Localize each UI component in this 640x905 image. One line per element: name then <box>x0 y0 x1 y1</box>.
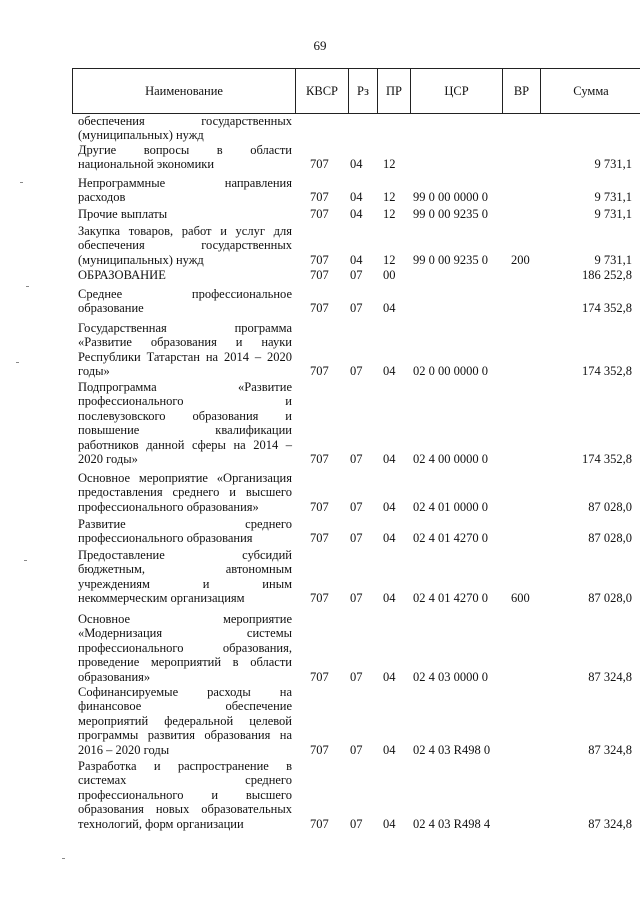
row-name-line: годы» <box>78 364 110 379</box>
rz-cell: 07 <box>350 301 363 316</box>
pr-cell: 12 <box>383 252 396 267</box>
row-name <box>78 517 292 546</box>
row-name-line: технологий, форм организации <box>78 816 244 831</box>
sum-cell: 9 731,1 <box>594 190 632 205</box>
csr-cell: 99 0 00 0000 0 <box>413 190 488 205</box>
sum-cell: 9 731,1 <box>594 157 632 172</box>
rz-cell: 07 <box>350 816 363 831</box>
row-name <box>78 380 292 466</box>
margin-mark <box>20 182 23 183</box>
row-name <box>78 321 292 379</box>
sum-cell: 87 324,8 <box>588 816 632 831</box>
header-pr: ПР <box>378 69 411 113</box>
row-name <box>78 471 292 514</box>
row-name <box>78 612 292 684</box>
row-name-line: национальной экономики <box>78 157 215 172</box>
pr-cell: 04 <box>383 364 396 379</box>
row-name <box>78 268 292 282</box>
sum-cell: 87 028,0 <box>588 531 632 546</box>
row-name <box>78 114 292 143</box>
csr-cell: 02 4 03 R498 0 <box>413 742 491 757</box>
sum-cell: 186 252,8 <box>582 268 632 282</box>
row-name-line: программы развития образования на <box>78 728 292 743</box>
kvsr-cell: 707 <box>310 591 329 606</box>
row-name-line: работников данной сферы на 2014 – <box>78 437 292 452</box>
margin-mark <box>62 858 65 859</box>
kvsr-cell: 707 <box>310 452 329 466</box>
header-name: Наименование <box>73 69 296 113</box>
pr-cell: 04 <box>383 669 396 684</box>
kvsr-cell: 707 <box>310 157 329 172</box>
csr-cell: 02 4 01 4270 0 <box>413 531 488 546</box>
csr-cell: 02 4 03 0000 0 <box>413 669 488 684</box>
row-name <box>78 224 292 267</box>
row-name-line: профессионального и <box>78 394 292 409</box>
sum-cell: 87 028,0 <box>588 499 632 514</box>
row-name-line: повышение квалификации <box>78 423 292 438</box>
row-name-line: Основное мероприятие <box>78 612 292 626</box>
pr-cell: 04 <box>383 742 396 757</box>
sum-cell: 174 352,8 <box>582 364 632 379</box>
csr-cell: 02 4 01 0000 0 <box>413 499 488 514</box>
rz-cell: 04 <box>350 157 363 172</box>
row-name-line: «Модернизация системы <box>78 626 292 641</box>
row-name-line: 2016 – 2020 годы <box>78 742 170 757</box>
header-vr: ВР <box>503 69 541 113</box>
pr-cell: 04 <box>383 531 396 546</box>
sum-cell: 87 028,0 <box>588 591 632 606</box>
sum-cell: 174 352,8 <box>582 301 632 316</box>
rz-cell: 04 <box>350 252 363 267</box>
row-name-line: Предоставление субсидий <box>78 548 292 562</box>
row-name-line: Подпрограмма «Развитие <box>78 380 292 394</box>
kvsr-cell: 707 <box>310 531 329 546</box>
row-name-line: бюджетным, автономным <box>78 562 292 577</box>
row-name-line: профессионального образования» <box>78 499 259 514</box>
row-name-line: Непрограммные направления <box>78 176 292 190</box>
rz-cell: 07 <box>350 742 363 757</box>
kvsr-cell: 707 <box>310 252 329 267</box>
row-name-line: Софинансируемые расходы на <box>78 685 292 699</box>
margin-mark <box>24 560 27 561</box>
row-name-line: мероприятий федеральной целевой <box>78 713 292 728</box>
header-sum: Сумма <box>573 84 609 98</box>
row-name-line: (муниципальных) нужд <box>78 128 204 143</box>
row-name-line: Закупка товаров, работ и услуг для <box>78 224 292 238</box>
csr-cell: 02 0 00 0000 0 <box>413 364 488 379</box>
row-name <box>78 548 292 606</box>
page-number: 69 <box>313 38 327 53</box>
row-name-line: Государственная программа <box>78 321 292 335</box>
row-name-line: образования новых образовательных <box>78 802 292 817</box>
sum-cell: 9 731,1 <box>594 207 632 221</box>
kvsr-cell: 707 <box>310 816 329 831</box>
row-name-line: системах среднего <box>78 773 292 788</box>
row-name-line: финансовое обеспечение <box>78 699 292 714</box>
kvsr-cell: 707 <box>310 742 329 757</box>
row-name-line: предоставления среднего и высшего <box>78 485 292 500</box>
row-name-line: образования» <box>78 669 151 684</box>
csr-cell: 02 4 03 R498 4 <box>413 816 491 831</box>
kvsr-cell: 707 <box>310 268 329 282</box>
rz-cell: 07 <box>350 452 363 466</box>
row-name-line: Среднее профессиональное <box>78 287 292 301</box>
row-name-line: проведение мероприятий в области <box>78 655 292 670</box>
row-name <box>78 759 292 831</box>
vr-cell: 600 <box>511 591 530 606</box>
sum-cell: 174 352,8 <box>582 452 632 466</box>
rz-cell: 07 <box>350 591 363 606</box>
row-name <box>78 143 292 172</box>
rz-cell: 07 <box>350 364 363 379</box>
kvsr-cell: 707 <box>310 207 329 221</box>
row-name <box>78 207 292 221</box>
row-name-line: Прочие выплаты <box>78 207 168 221</box>
margin-mark <box>26 286 29 287</box>
rz-cell: 04 <box>350 207 363 221</box>
row-name-line: некоммерческим организациям <box>78 591 245 606</box>
pr-cell: 12 <box>383 190 396 205</box>
row-name-line: профессионального образования <box>78 531 253 546</box>
row-name-line: учреждениям и иным <box>78 576 292 591</box>
vr-cell: 200 <box>511 252 530 267</box>
kvsr-cell: 707 <box>310 669 329 684</box>
rz-cell: 07 <box>350 531 363 546</box>
pr-cell: 04 <box>383 591 396 606</box>
rz-cell: 07 <box>350 499 363 514</box>
row-name-line: Основное мероприятие «Организация <box>78 471 292 485</box>
header-rz: Рз <box>349 69 378 113</box>
pr-cell: 04 <box>383 301 396 316</box>
csr-cell: 02 4 00 0000 0 <box>413 452 488 466</box>
pr-cell: 04 <box>383 816 396 831</box>
table-header <box>72 68 640 114</box>
csr-cell: 99 0 00 9235 0 <box>413 207 488 221</box>
row-name-line: Развитие среднего <box>78 517 292 531</box>
row-name-line: расходов <box>78 190 126 205</box>
row-name-line: Разработка и распространение в <box>78 759 292 773</box>
row-name-line: образование <box>78 301 144 316</box>
row-name-line: Республики Татарстан на 2014 – 2020 <box>78 349 292 364</box>
row-name <box>78 287 292 316</box>
row-name-line: обеспечения государственных <box>78 238 292 253</box>
sum-cell: 87 324,8 <box>588 742 632 757</box>
pr-cell: 12 <box>383 157 396 172</box>
pr-cell: 00 <box>383 268 396 282</box>
sum-cell: 9 731,1 <box>594 252 632 267</box>
pr-cell: 04 <box>383 499 396 514</box>
row-name-line: ОБРАЗОВАНИЕ <box>78 268 166 282</box>
rz-cell: 04 <box>350 190 363 205</box>
header-kvsr: КВСР <box>296 69 349 113</box>
rz-cell: 07 <box>350 669 363 684</box>
pr-cell: 12 <box>383 207 396 221</box>
sum-cell: 87 324,8 <box>588 669 632 684</box>
row-name-line: (муниципальных) нужд <box>78 252 204 267</box>
csr-cell: 02 4 01 4270 0 <box>413 591 488 606</box>
header-csr: ЦСР <box>411 69 503 113</box>
margin-mark <box>16 362 19 363</box>
row-name-line: обеспечения государственных <box>78 114 292 128</box>
kvsr-cell: 707 <box>310 364 329 379</box>
kvsr-cell: 707 <box>310 301 329 316</box>
row-name-line: послевузовского образования и <box>78 408 292 423</box>
csr-cell: 99 0 00 9235 0 <box>413 252 488 267</box>
kvsr-cell: 707 <box>310 499 329 514</box>
row-name <box>78 685 292 757</box>
row-name-line: профессионального образования, <box>78 640 292 655</box>
row-name-line: Другие вопросы в области <box>78 143 292 157</box>
row-name-line: 2020 годы» <box>78 452 138 467</box>
kvsr-cell: 707 <box>310 190 329 205</box>
rz-cell: 07 <box>350 268 363 282</box>
row-name-line: «Развитие образования и науки <box>78 335 292 350</box>
pr-cell: 04 <box>383 452 396 466</box>
row-name-line: профессионального и высшего <box>78 787 292 802</box>
row-name <box>78 176 292 205</box>
